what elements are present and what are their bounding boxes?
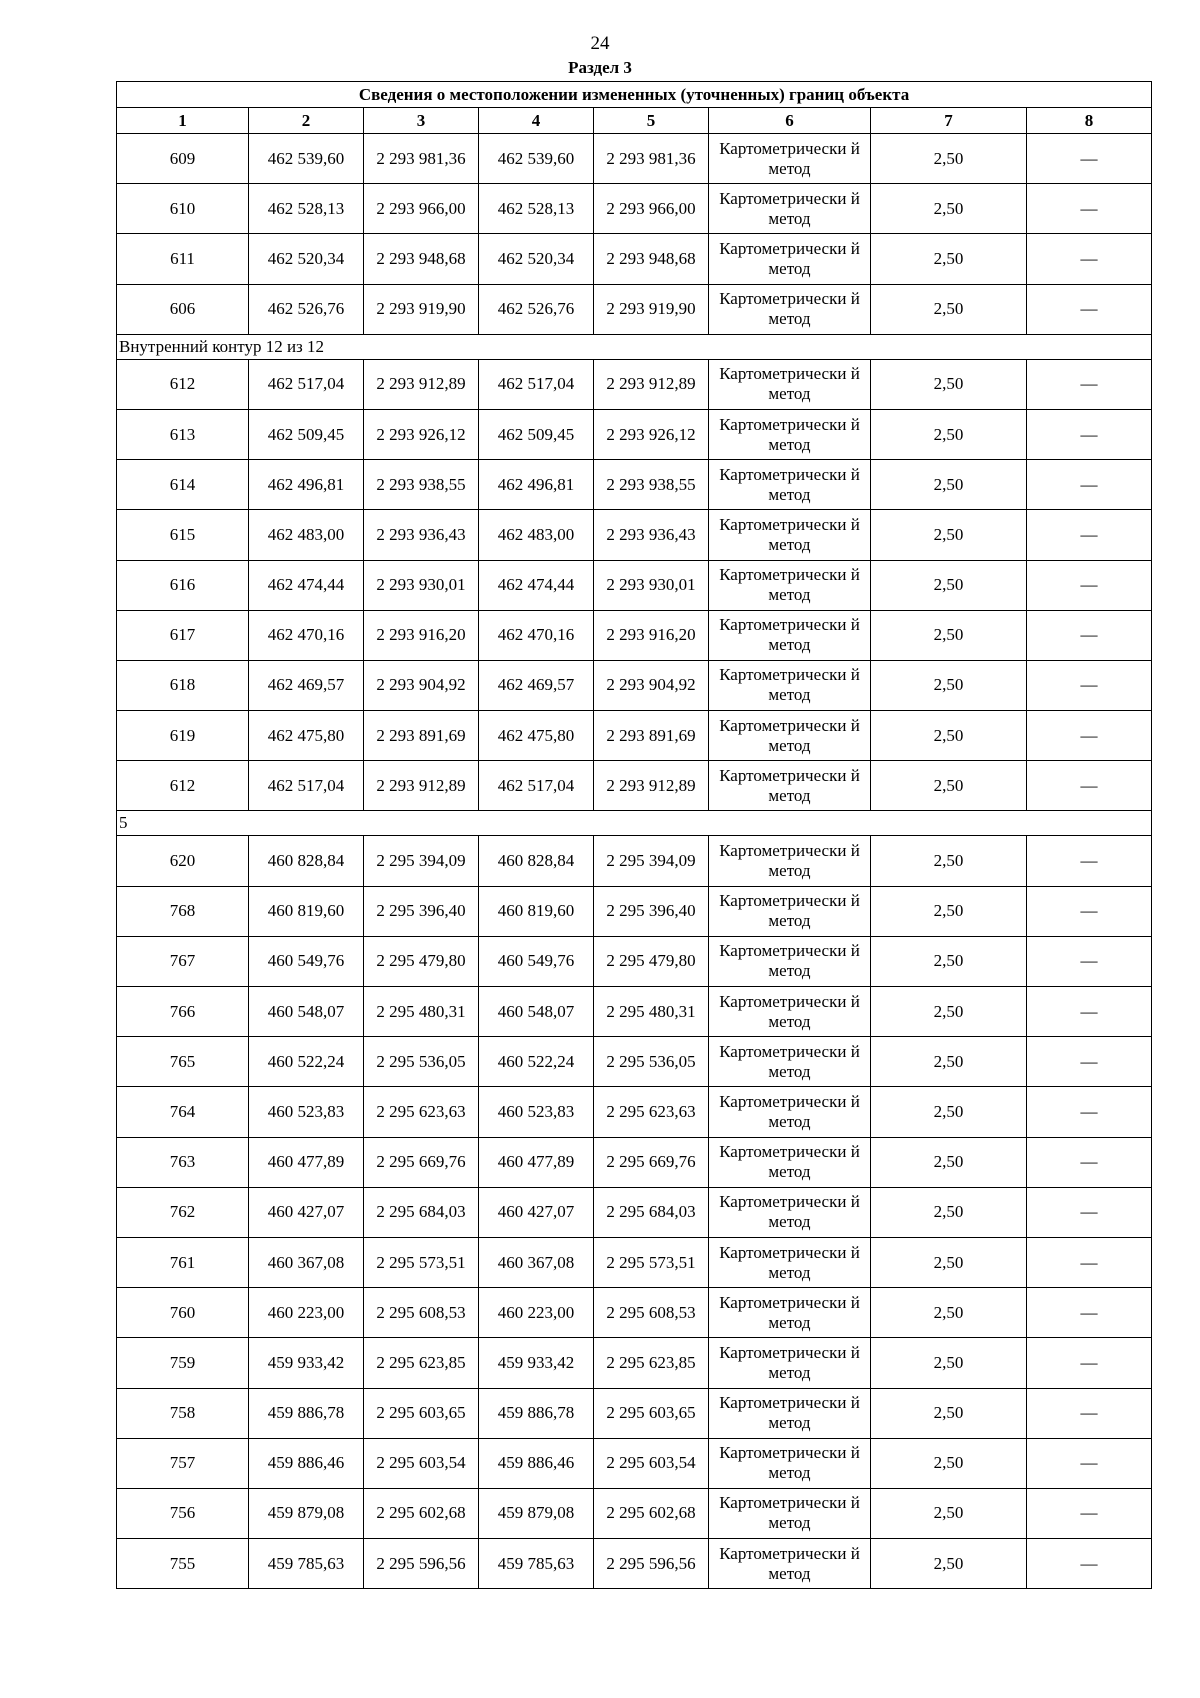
x-refined-cell: 460 819,60 — [479, 886, 594, 936]
x-refined-cell: 460 223,00 — [479, 1288, 594, 1338]
description-cell: — — [1027, 1087, 1152, 1137]
coordinates-table — [116, 81, 1152, 1589]
method-cell: Картометрически й метод — [709, 886, 871, 936]
y-refined-cell: 2 295 602,68 — [594, 1488, 709, 1538]
x-refined-cell: 460 549,76 — [479, 936, 594, 986]
table-row — [117, 836, 1152, 886]
y-refined-cell: 2 293 919,90 — [594, 284, 709, 334]
point-number-cell: 620 — [117, 836, 249, 886]
accuracy-cell: 2,50 — [871, 510, 1027, 560]
point-number-cell: 760 — [117, 1288, 249, 1338]
y-refined-cell: 2 295 684,03 — [594, 1187, 709, 1237]
table-row — [117, 1187, 1152, 1237]
x-refined-cell: 460 522,24 — [479, 1037, 594, 1087]
x-refined-cell: 462 474,44 — [479, 560, 594, 610]
method-cell: Картометрически й метод — [709, 711, 871, 761]
y-refined-cell: 2 295 536,05 — [594, 1037, 709, 1087]
y-refined-cell: 2 293 966,00 — [594, 184, 709, 234]
description-cell: — — [1027, 1037, 1152, 1087]
method-cell: Картометрически й метод — [709, 1438, 871, 1488]
description-cell: — — [1027, 987, 1152, 1037]
x-existing-cell: 460 223,00 — [249, 1288, 364, 1338]
description-cell: — — [1027, 184, 1152, 234]
table-row — [117, 1388, 1152, 1438]
method-cell: Картометрически й метод — [709, 409, 871, 459]
table-row — [117, 284, 1152, 334]
accuracy-cell: 2,50 — [871, 1137, 1027, 1187]
table-row — [117, 1087, 1152, 1137]
method-cell: Картометрически й метод — [709, 560, 871, 610]
point-number-cell: 614 — [117, 460, 249, 510]
point-number-cell: 612 — [117, 761, 249, 811]
table-row — [117, 359, 1152, 409]
column-number: 6 — [709, 108, 871, 134]
accuracy-cell: 2,50 — [871, 284, 1027, 334]
x-refined-cell: 462 475,80 — [479, 711, 594, 761]
x-refined-cell: 462 528,13 — [479, 184, 594, 234]
x-refined-cell: 462 539,60 — [479, 134, 594, 184]
point-number-cell: 611 — [117, 234, 249, 284]
table-row — [117, 1338, 1152, 1388]
method-cell: Картометрически й метод — [709, 1187, 871, 1237]
x-existing-cell: 462 528,13 — [249, 184, 364, 234]
method-cell: Картометрически й метод — [709, 1087, 871, 1137]
x-existing-cell: 460 522,24 — [249, 1037, 364, 1087]
y-existing-cell: 2 295 396,40 — [364, 886, 479, 936]
x-existing-cell: 459 785,63 — [249, 1539, 364, 1589]
y-existing-cell: 2 293 926,12 — [364, 409, 479, 459]
method-cell: Картометрически й метод — [709, 610, 871, 660]
accuracy-cell: 2,50 — [871, 1037, 1027, 1087]
method-cell: Картометрически й метод — [709, 1539, 871, 1589]
table-row — [117, 510, 1152, 560]
method-cell: Картометрически й метод — [709, 1288, 871, 1338]
y-existing-cell: 2 293 919,90 — [364, 284, 479, 334]
table-body — [117, 134, 1152, 1589]
method-cell: Картометрически й метод — [709, 460, 871, 510]
x-existing-cell: 462 483,00 — [249, 510, 364, 560]
y-existing-cell: 2 293 981,36 — [364, 134, 479, 184]
point-number-cell: 612 — [117, 359, 249, 409]
y-existing-cell: 2 293 916,20 — [364, 610, 479, 660]
table-row — [117, 660, 1152, 710]
table-row — [117, 409, 1152, 459]
x-existing-cell: 462 517,04 — [249, 761, 364, 811]
method-cell: Картометрически й метод — [709, 987, 871, 1037]
point-number-cell: 617 — [117, 610, 249, 660]
description-cell: — — [1027, 284, 1152, 334]
y-existing-cell: 2 295 573,51 — [364, 1237, 479, 1287]
y-existing-cell: 2 295 603,65 — [364, 1388, 479, 1438]
x-existing-cell: 459 933,42 — [249, 1338, 364, 1388]
point-number-cell: 613 — [117, 409, 249, 459]
column-number: 5 — [594, 108, 709, 134]
accuracy-cell: 2,50 — [871, 560, 1027, 610]
y-existing-cell: 2 293 930,01 — [364, 560, 479, 610]
point-number-cell: 761 — [117, 1237, 249, 1287]
description-cell: — — [1027, 660, 1152, 710]
method-cell: Картометрически й метод — [709, 359, 871, 409]
y-existing-cell: 2 295 479,80 — [364, 936, 479, 986]
description-cell: — — [1027, 560, 1152, 610]
point-number-cell: 606 — [117, 284, 249, 334]
description-cell: — — [1027, 1388, 1152, 1438]
x-refined-cell: 459 785,63 — [479, 1539, 594, 1589]
description-cell: — — [1027, 409, 1152, 459]
table-row — [117, 1539, 1152, 1589]
contour-label: Внутренний контур 12 из 12 — [117, 334, 1152, 359]
table-row — [117, 610, 1152, 660]
y-existing-cell: 2 295 596,56 — [364, 1539, 479, 1589]
y-refined-cell: 2 295 596,56 — [594, 1539, 709, 1589]
x-existing-cell: 462 517,04 — [249, 359, 364, 409]
y-refined-cell: 2 295 623,85 — [594, 1338, 709, 1388]
point-number-cell: 757 — [117, 1438, 249, 1488]
description-cell: — — [1027, 711, 1152, 761]
y-existing-cell: 2 293 891,69 — [364, 711, 479, 761]
y-refined-cell: 2 295 573,51 — [594, 1237, 709, 1287]
x-refined-cell: 462 509,45 — [479, 409, 594, 459]
x-existing-cell: 462 470,16 — [249, 610, 364, 660]
y-refined-cell: 2 295 480,31 — [594, 987, 709, 1037]
method-cell: Картометрически й метод — [709, 836, 871, 886]
method-cell: Картометрически й метод — [709, 936, 871, 986]
description-cell: — — [1027, 936, 1152, 986]
method-cell: Картометрически й метод — [709, 1488, 871, 1538]
description-cell: — — [1027, 1237, 1152, 1287]
x-refined-cell: 459 879,08 — [479, 1488, 594, 1538]
x-existing-cell: 460 828,84 — [249, 836, 364, 886]
table-row — [117, 1438, 1152, 1488]
method-cell: Картометрически й метод — [709, 1237, 871, 1287]
accuracy-cell: 2,50 — [871, 359, 1027, 409]
y-refined-cell: 2 293 930,01 — [594, 560, 709, 610]
y-existing-cell: 2 295 536,05 — [364, 1037, 479, 1087]
table-caption: Сведения о местоположении измененных (уточненных) границ объекта — [117, 82, 1152, 108]
table-row — [117, 1137, 1152, 1187]
accuracy-cell: 2,50 — [871, 987, 1027, 1037]
accuracy-cell: 2,50 — [871, 711, 1027, 761]
y-existing-cell: 2 295 623,63 — [364, 1087, 479, 1137]
table-row — [117, 761, 1152, 811]
x-refined-cell: 462 470,16 — [479, 610, 594, 660]
x-refined-cell: 462 520,34 — [479, 234, 594, 284]
x-existing-cell: 462 496,81 — [249, 460, 364, 510]
description-cell: — — [1027, 610, 1152, 660]
accuracy-cell: 2,50 — [871, 1539, 1027, 1589]
table-row — [117, 1237, 1152, 1287]
section-title: Раздел 3 — [568, 58, 632, 77]
y-refined-cell: 2 295 669,76 — [594, 1137, 709, 1187]
accuracy-cell: 2,50 — [871, 1237, 1027, 1287]
method-cell: Картометрически й метод — [709, 284, 871, 334]
accuracy-cell: 2,50 — [871, 134, 1027, 184]
point-number-cell: 609 — [117, 134, 249, 184]
y-existing-cell: 2 295 480,31 — [364, 987, 479, 1037]
y-refined-cell: 2 293 938,55 — [594, 460, 709, 510]
x-existing-cell: 462 539,60 — [249, 134, 364, 184]
x-refined-cell: 460 367,08 — [479, 1237, 594, 1287]
x-refined-cell: 462 517,04 — [479, 359, 594, 409]
y-refined-cell: 2 293 926,12 — [594, 409, 709, 459]
accuracy-cell: 2,50 — [871, 1338, 1027, 1388]
column-number: 2 — [249, 108, 364, 134]
x-refined-cell: 460 523,83 — [479, 1087, 594, 1137]
table-row — [117, 184, 1152, 234]
x-existing-cell: 462 469,57 — [249, 660, 364, 710]
method-cell: Картометрически й метод — [709, 134, 871, 184]
accuracy-cell: 2,50 — [871, 460, 1027, 510]
x-refined-cell: 460 548,07 — [479, 987, 594, 1037]
description-cell: — — [1027, 510, 1152, 560]
y-existing-cell: 2 293 948,68 — [364, 234, 479, 284]
description-cell: — — [1027, 1488, 1152, 1538]
column-number-row — [117, 108, 1152, 134]
contour-section-row — [117, 334, 1152, 359]
description-cell: — — [1027, 761, 1152, 811]
accuracy-cell: 2,50 — [871, 660, 1027, 710]
accuracy-cell: 2,50 — [871, 1388, 1027, 1438]
y-existing-cell: 2 293 912,89 — [364, 761, 479, 811]
y-refined-cell: 2 293 891,69 — [594, 711, 709, 761]
table-row — [117, 234, 1152, 284]
table-row — [117, 1037, 1152, 1087]
y-refined-cell: 2 295 603,65 — [594, 1388, 709, 1438]
column-number: 4 — [479, 108, 594, 134]
accuracy-cell: 2,50 — [871, 610, 1027, 660]
x-refined-cell: 462 469,57 — [479, 660, 594, 710]
x-existing-cell: 462 526,76 — [249, 284, 364, 334]
x-refined-cell: 462 526,76 — [479, 284, 594, 334]
x-existing-cell: 460 367,08 — [249, 1237, 364, 1287]
description-cell: — — [1027, 1288, 1152, 1338]
y-existing-cell: 2 295 669,76 — [364, 1137, 479, 1187]
x-refined-cell: 460 427,07 — [479, 1187, 594, 1237]
y-existing-cell: 2 293 936,43 — [364, 510, 479, 560]
y-refined-cell: 2 293 948,68 — [594, 234, 709, 284]
description-cell: — — [1027, 836, 1152, 886]
point-number-cell: 619 — [117, 711, 249, 761]
y-existing-cell: 2 293 966,00 — [364, 184, 479, 234]
y-existing-cell: 2 293 912,89 — [364, 359, 479, 409]
description-cell: — — [1027, 1187, 1152, 1237]
y-refined-cell: 2 295 479,80 — [594, 936, 709, 986]
table-row — [117, 711, 1152, 761]
x-refined-cell: 460 477,89 — [479, 1137, 594, 1187]
table-row — [117, 886, 1152, 936]
accuracy-cell: 2,50 — [871, 936, 1027, 986]
table-row — [117, 1488, 1152, 1538]
y-existing-cell: 2 293 904,92 — [364, 660, 479, 710]
x-existing-cell: 459 886,46 — [249, 1438, 364, 1488]
x-existing-cell: 460 523,83 — [249, 1087, 364, 1137]
point-number-cell: 765 — [117, 1037, 249, 1087]
x-existing-cell: 459 879,08 — [249, 1488, 364, 1538]
point-number-cell: 616 — [117, 560, 249, 610]
accuracy-cell: 2,50 — [871, 1488, 1027, 1538]
table-row — [117, 936, 1152, 986]
y-refined-cell: 2 295 603,54 — [594, 1438, 709, 1488]
y-refined-cell: 2 293 916,20 — [594, 610, 709, 660]
description-cell: — — [1027, 886, 1152, 936]
y-existing-cell: 2 295 623,85 — [364, 1338, 479, 1388]
method-cell: Картометрически й метод — [709, 184, 871, 234]
y-existing-cell: 2 293 938,55 — [364, 460, 479, 510]
page-number: 24 — [590, 33, 610, 54]
contour-label: 5 — [117, 811, 1152, 836]
column-number: 7 — [871, 108, 1027, 134]
y-refined-cell: 2 293 912,89 — [594, 359, 709, 409]
table-row — [117, 460, 1152, 510]
x-existing-cell: 460 427,07 — [249, 1187, 364, 1237]
description-cell: — — [1027, 359, 1152, 409]
description-cell: — — [1027, 134, 1152, 184]
accuracy-cell: 2,50 — [871, 409, 1027, 459]
accuracy-cell: 2,50 — [871, 1288, 1027, 1338]
y-refined-cell: 2 293 912,89 — [594, 761, 709, 811]
table-row — [117, 987, 1152, 1037]
description-cell: — — [1027, 1137, 1152, 1187]
point-number-cell: 759 — [117, 1338, 249, 1388]
accuracy-cell: 2,50 — [871, 1187, 1027, 1237]
x-existing-cell: 462 474,44 — [249, 560, 364, 610]
y-refined-cell: 2 295 623,63 — [594, 1087, 709, 1137]
point-number-cell: 762 — [117, 1187, 249, 1237]
y-existing-cell: 2 295 608,53 — [364, 1288, 479, 1338]
point-number-cell: 764 — [117, 1087, 249, 1137]
y-refined-cell: 2 295 394,09 — [594, 836, 709, 886]
column-number: 3 — [364, 108, 479, 134]
y-existing-cell: 2 295 394,09 — [364, 836, 479, 886]
description-cell: — — [1027, 1438, 1152, 1488]
description-cell: — — [1027, 1539, 1152, 1589]
x-existing-cell: 460 548,07 — [249, 987, 364, 1037]
column-number: 1 — [117, 108, 249, 134]
point-number-cell: 615 — [117, 510, 249, 560]
y-refined-cell: 2 295 608,53 — [594, 1288, 709, 1338]
table-row — [117, 134, 1152, 184]
x-refined-cell: 460 828,84 — [479, 836, 594, 886]
point-number-cell: 768 — [117, 886, 249, 936]
point-number-cell: 755 — [117, 1539, 249, 1589]
x-existing-cell: 460 549,76 — [249, 936, 364, 986]
y-refined-cell: 2 293 981,36 — [594, 134, 709, 184]
point-number-cell: 766 — [117, 987, 249, 1037]
method-cell: Картометрически й метод — [709, 1338, 871, 1388]
y-existing-cell: 2 295 603,54 — [364, 1438, 479, 1488]
x-refined-cell: 462 496,81 — [479, 460, 594, 510]
x-existing-cell: 460 477,89 — [249, 1137, 364, 1187]
x-existing-cell: 460 819,60 — [249, 886, 364, 936]
y-refined-cell: 2 293 904,92 — [594, 660, 709, 710]
table-row — [117, 560, 1152, 610]
accuracy-cell: 2,50 — [871, 1087, 1027, 1137]
y-existing-cell: 2 295 684,03 — [364, 1187, 479, 1237]
x-refined-cell: 459 886,78 — [479, 1388, 594, 1438]
x-refined-cell: 462 517,04 — [479, 761, 594, 811]
x-existing-cell: 462 520,34 — [249, 234, 364, 284]
description-cell: — — [1027, 460, 1152, 510]
method-cell: Картометрически й метод — [709, 1388, 871, 1438]
x-existing-cell: 459 886,78 — [249, 1388, 364, 1438]
y-refined-cell: 2 295 396,40 — [594, 886, 709, 936]
accuracy-cell: 2,50 — [871, 234, 1027, 284]
description-cell: — — [1027, 1338, 1152, 1388]
point-number-cell: 610 — [117, 184, 249, 234]
x-refined-cell: 459 886,46 — [479, 1438, 594, 1488]
method-cell: Картометрически й метод — [709, 660, 871, 710]
accuracy-cell: 2,50 — [871, 184, 1027, 234]
point-number-cell: 767 — [117, 936, 249, 986]
point-number-cell: 758 — [117, 1388, 249, 1438]
y-existing-cell: 2 295 602,68 — [364, 1488, 479, 1538]
x-refined-cell: 462 483,00 — [479, 510, 594, 560]
point-number-cell: 618 — [117, 660, 249, 710]
x-existing-cell: 462 509,45 — [249, 409, 364, 459]
accuracy-cell: 2,50 — [871, 761, 1027, 811]
accuracy-cell: 2,50 — [871, 1438, 1027, 1488]
column-number: 8 — [1027, 108, 1152, 134]
contour-section-row — [117, 811, 1152, 836]
point-number-cell: 763 — [117, 1137, 249, 1187]
accuracy-cell: 2,50 — [871, 886, 1027, 936]
point-number-cell: 756 — [117, 1488, 249, 1538]
accuracy-cell: 2,50 — [871, 836, 1027, 886]
y-refined-cell: 2 293 936,43 — [594, 510, 709, 560]
method-cell: Картометрически й метод — [709, 1137, 871, 1187]
x-refined-cell: 459 933,42 — [479, 1338, 594, 1388]
x-existing-cell: 462 475,80 — [249, 711, 364, 761]
method-cell: Картометрически й метод — [709, 761, 871, 811]
description-cell: — — [1027, 234, 1152, 284]
method-cell: Картометрически й метод — [709, 234, 871, 284]
method-cell: Картометрически й метод — [709, 1037, 871, 1087]
table-row — [117, 1288, 1152, 1338]
method-cell: Картометрически й метод — [709, 510, 871, 560]
